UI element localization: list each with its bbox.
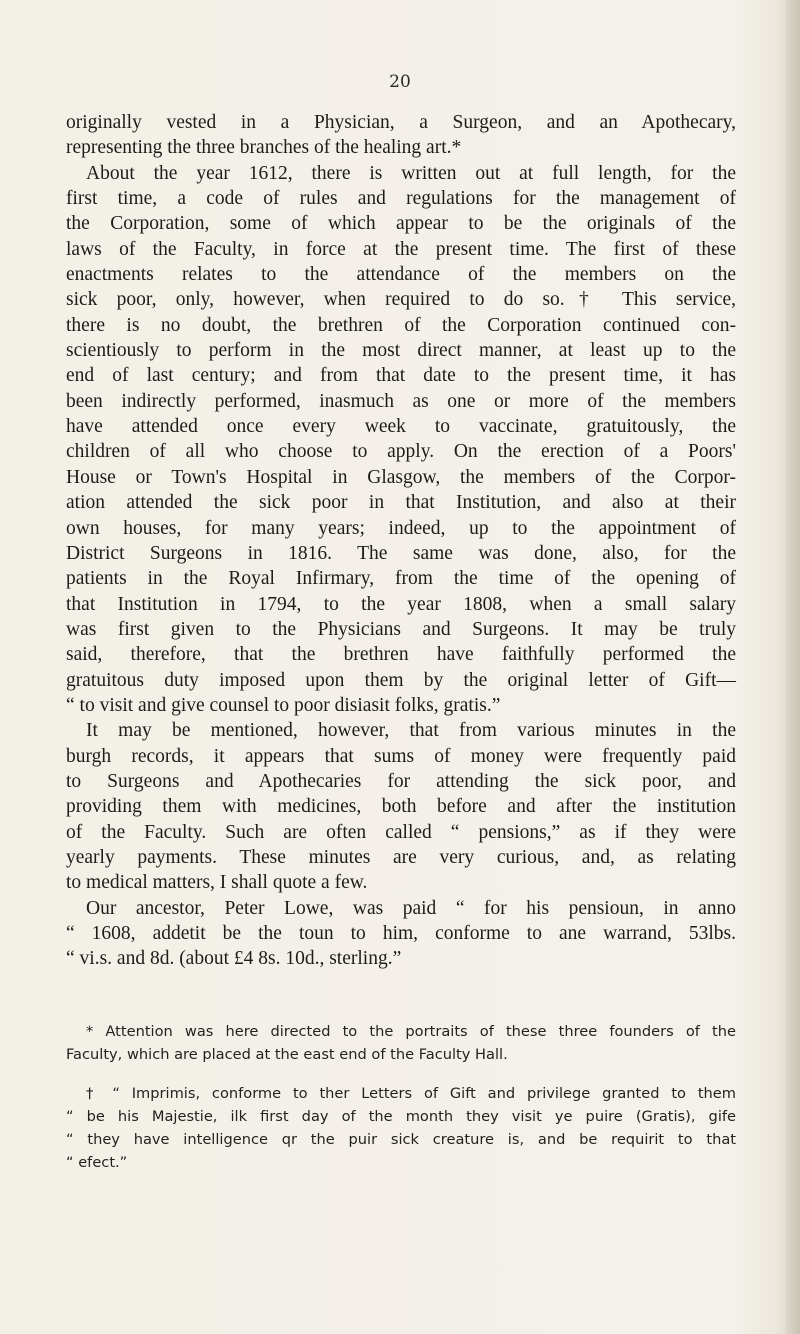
text-line: patients in the Royal Infirmary, from the time of the opening of — [66, 568, 736, 590]
text-line: own houses, for many years; indeed, up to the appointment of — [66, 517, 736, 539]
text-line: there is no doubt, the brethren of the Corporation continued con- — [66, 314, 736, 336]
text-line: been indirectly performed, inasmuch as one or more of the members — [66, 390, 736, 412]
text-line: to Surgeons and Apothecaries for attending the sick poor, and — [66, 770, 736, 792]
text-line: originally vested in a Physician, a Surgeon, and an Apothecary, — [66, 112, 736, 133]
text-line: have attended once every week to vaccinate, gratuitously, the — [66, 416, 736, 438]
text-line: It may be mentioned, however, that from various minutes in the — [86, 720, 736, 742]
text-line: yearly payments. These minutes are very curious, and, as relating — [66, 846, 736, 868]
text-line: the Corporation, some of which appear to be the originals of the — [66, 213, 736, 235]
page-number: 20 — [389, 72, 411, 92]
text-line: laws of the Faculty, in force at the present time. The first of these — [66, 238, 736, 260]
text-line: scientiously to perform in the most direct manner, at least up to the — [66, 340, 736, 362]
text-line: District Surgeons in 1816. The same was done, also, for the — [66, 542, 736, 564]
text-line: providing them with medicines, both before and after the institution — [66, 796, 736, 818]
text-line: “ vi.s. and 8d. (about £4 8s. 10d., sterling.” — [66, 948, 402, 970]
text-line: representing the three branches of the healing art.* — [66, 137, 462, 159]
text-line: children of all who choose to apply. On the erection of a Poors' — [66, 441, 736, 463]
footnote-line: “ be his Majestie, ilk first day of the month they visit ye puire (Gratis), gife — [66, 1108, 736, 1125]
text-line: gratuitous duty imposed upon them by the original letter of Gift— — [66, 669, 736, 691]
text-line: House or Town's Hospital in Glasgow, the members of the Corpor- — [66, 466, 736, 488]
text-line: enactments relates to the attendance of the members on the — [66, 264, 736, 286]
text-line: burgh records, it appears that sums of money were frequently paid — [66, 745, 736, 767]
footnote-line: * Attention was here directed to the portraits of these three founders of the — [86, 1023, 736, 1040]
footnote-line: † “ Imprimis, conforme to ther Letters of Gift and privilege granted to them — [86, 1085, 736, 1102]
footnote-line: Faculty, which are placed at the east end of the Faculty Hall. — [66, 1046, 508, 1063]
body-text — [66, 110, 736, 972]
text-line: to medical matters, I shall quote a few. — [66, 872, 368, 894]
page-edge — [786, 0, 800, 1334]
text-line: “ to visit and give counsel to poor disiasit folks, gratis.” — [66, 694, 501, 716]
footnote-line: “ they have intelligence qr the puir sick creature is, and be requirit to that — [66, 1131, 736, 1148]
footnote-gap — [66, 1066, 736, 1082]
text-line: that Institution in 1794, to the year 1808, when a small salary — [66, 593, 736, 615]
text-line: “ 1608, addetit be the toun to him, conforme to ane warrand, 53lbs. — [66, 923, 736, 944]
text-line: said, therefore, that the brethren have faithfully performed the — [66, 644, 736, 666]
footnotes — [66, 1020, 736, 1174]
text-line: Our ancestor, Peter Lowe, was paid “ for his pensioun, in anno — [86, 897, 736, 919]
text-line: first time, a code of rules and regulations for the management of — [66, 188, 736, 210]
text-line: end of last century; and from that date to the present time, it has — [66, 365, 736, 387]
text-line: sick poor, only, however, when required to do so.† This service, — [66, 289, 736, 311]
text-line: of the Faculty. Such are often called “ pensions,” as if they were — [66, 821, 736, 843]
text-line: was first given to the Physicians and Surgeons. It may be truly — [66, 618, 736, 640]
text-line: ation attended the sick poor in that Institution, and also at their — [66, 492, 736, 514]
footnote-line: “ efect.” — [66, 1154, 128, 1171]
text-line: About the year 1612, there is written out at full length, for the — [86, 162, 736, 184]
